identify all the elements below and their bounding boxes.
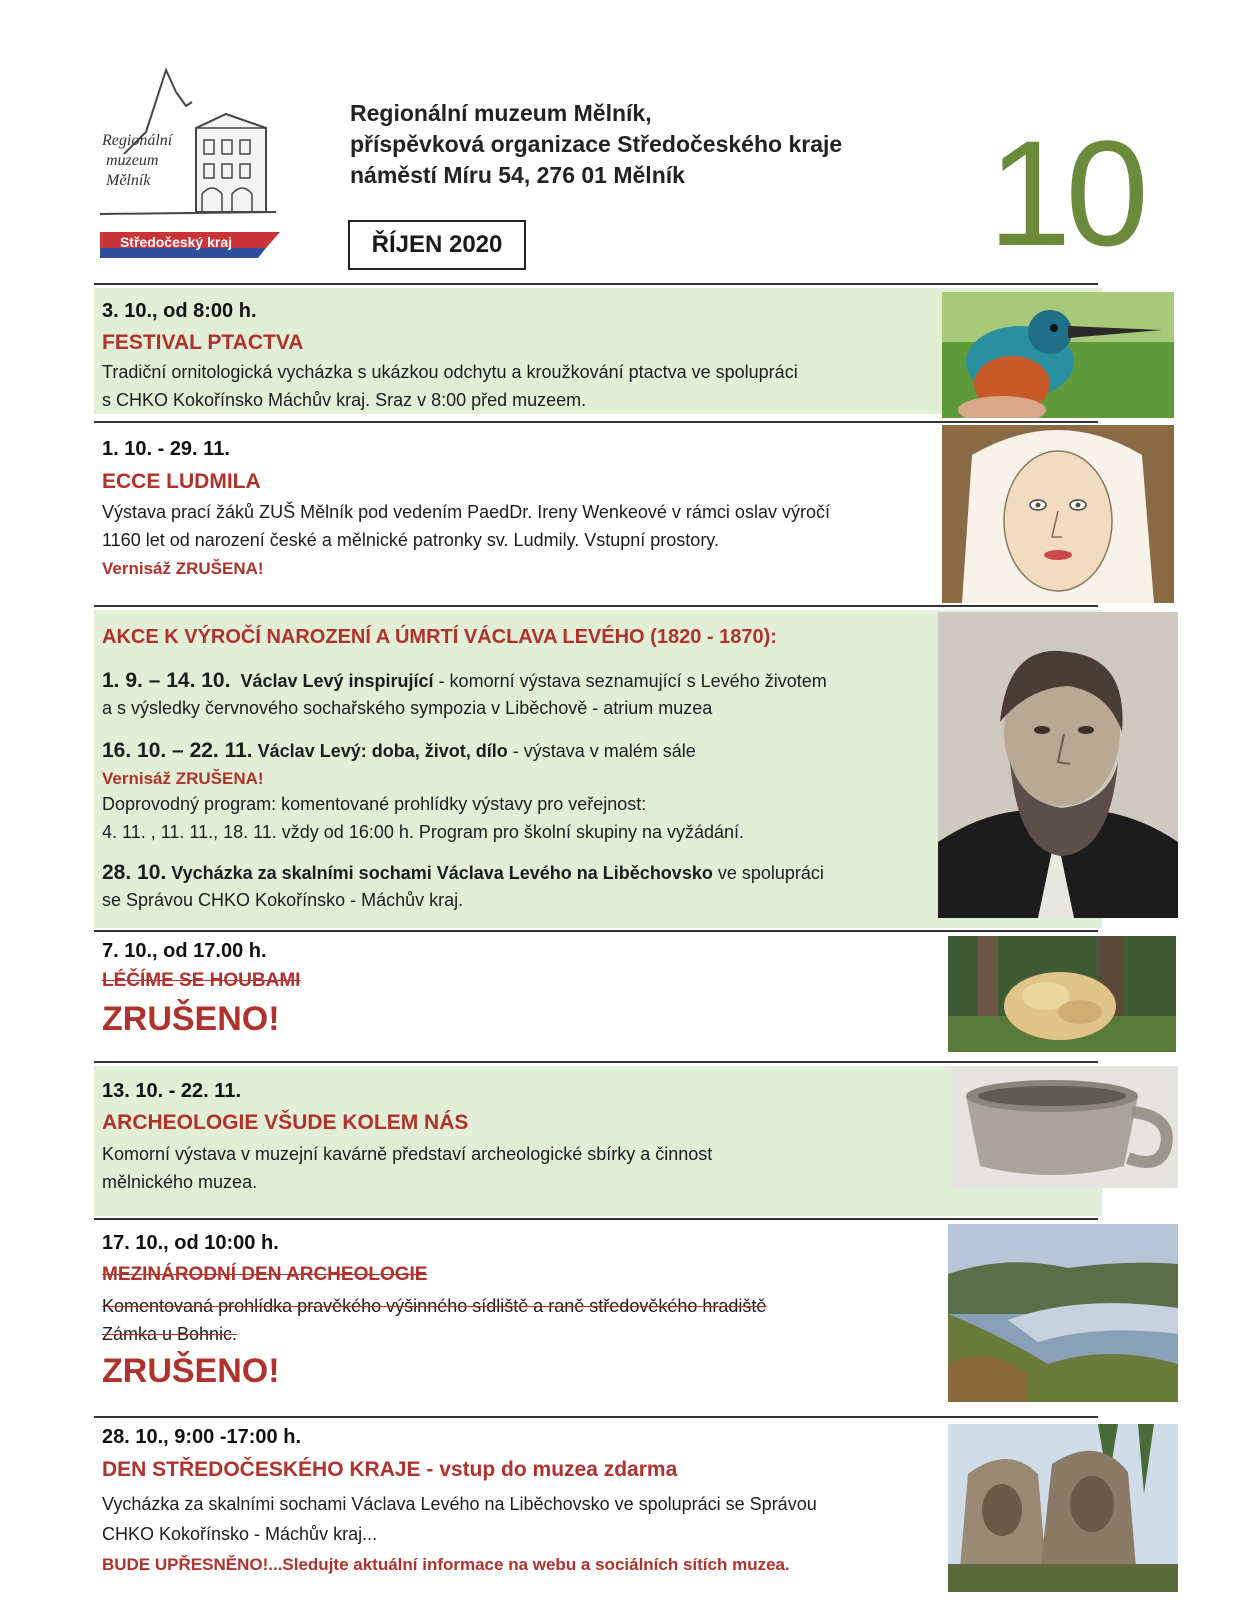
event-description-line2: mělnického muzea. — [102, 1172, 258, 1192]
divider — [94, 930, 1098, 932]
org-name: Regionální muzeum Mělník, — [350, 100, 652, 126]
event-date: 17. 10., od 10:00 h. — [102, 1232, 279, 1254]
levy-item3-line2: se Správou CHKO Kokořínsko - Máchův kraj. — [102, 890, 464, 910]
levy-item1-rest: - komorní výstava seznamující s Levého životem — [433, 671, 827, 691]
rock-sculpture-photo — [948, 1424, 1178, 1592]
event-title: FESTIVAL PTACTVA — [102, 331, 304, 354]
ceramic-cup-photo — [952, 1066, 1178, 1188]
event-date: 28. 10., 9:00 -17:00 h. — [102, 1426, 302, 1448]
kingfisher-photo — [942, 292, 1174, 418]
organization-address — [350, 98, 842, 191]
event-heading: AKCE K VÝROČÍ NAROZENÍ A ÚMRTÍ VÁCLAVA LEVÉHO (1820 - 1870): — [102, 626, 777, 648]
event-description-line2: CHKO Kokořínsko - Máchův kraj... — [102, 1524, 378, 1544]
event-description-line2: 1160 let od narození české a mělnické patronky sv. Ludmily. Vstupní prostory. — [102, 530, 719, 550]
event-date: 13. 10. - 22. 11. — [102, 1080, 241, 1102]
vaclav-levy-portrait — [938, 612, 1178, 918]
event-title-cancelled: MEZINÁRODNÍ DEN ARCHEOLOGIE — [102, 1264, 428, 1285]
region-label: Středočeský kraj — [119, 234, 233, 250]
levy-item2-date: 16. 10. – 22. 11. — [102, 739, 253, 762]
logo-text-line1: Regionální — [102, 132, 173, 149]
levy-item2-name: Václav Levý: doba, život, dílo — [257, 741, 508, 761]
levy-item1-date: 1. 9. – 14. 10. — [102, 669, 231, 692]
event-title: DEN STŘEDOČESKÉHO KRAJE - vstup do muzea zdarma — [102, 1458, 678, 1481]
month-label: ŘÍJEN 2020 — [348, 220, 526, 270]
event-description-line2: s CHKO Kokořínsko Máchův kraj. Sraz v 8:00 před muzeem. — [102, 390, 587, 410]
event-description-line1-cancelled: Komentovaná prohlídka pravěkého výšinného sídliště a raně středověkého hradiště — [102, 1296, 767, 1316]
event-date: 7. 10., od 17.00 h. — [102, 940, 267, 962]
divider — [94, 605, 1098, 607]
levy-item2-note: Vernisáž ZRUŠENA! — [102, 769, 264, 788]
levy-item2-line3: Doprovodný program: komentované prohlídky výstavy pro veřejnost: — [102, 794, 647, 814]
event-description-line1: Komorní výstava v muzejní kavárně představí archeologické sbírky a činnost — [102, 1144, 713, 1164]
levy-item3-name: Vycházka za skalními sochami Václava Levého na Liběchovsko — [171, 863, 713, 883]
logo-text-line2: muzeum — [106, 152, 159, 169]
event-description-line2-cancelled: Zámka u Bohnic. — [102, 1324, 238, 1344]
event-description-line1: Výstava prací žáků ZUŠ Mělník pod vedením PaedDr. Ireny Wenkeové v rámci oslav výročí — [102, 502, 830, 522]
logo-text-line3: Mělník — [106, 172, 151, 189]
ludmila-drawing — [942, 425, 1174, 603]
divider — [94, 283, 1098, 285]
event-description-line1: Tradiční ornitologická vycházka s ukázkou odchytu a kroužkování ptactva ve spolupráci — [102, 362, 798, 382]
event-title: ECCE LUDMILA — [102, 470, 261, 493]
event-archeologie — [94, 1066, 1102, 1216]
levy-item3 — [102, 858, 824, 888]
event-date: 3. 10., od 8:00 h. — [102, 300, 257, 322]
event-description-line1: Vycházka za skalními sochami Václava Levého na Liběchovsko ve spolupráci se Správou — [102, 1494, 817, 1514]
museum-logo — [96, 62, 282, 268]
levy-item2-line4: 4. 11. , 11. 11., 18. 11. vždy od 16:00 h. Program pro školní skupiny na vyžádání. — [102, 822, 745, 842]
levy-item2-rest: - výstava v malém sále — [507, 741, 696, 761]
event-title: ARCHEOLOGIE VŠUDE KOLEM NÁS — [102, 1111, 469, 1134]
river-valley-photo — [948, 1224, 1178, 1402]
event-note: BUDE UPŘESNĚNO!...Sledujte aktuální informace na webu a sociálních sítích muzea. — [102, 1555, 790, 1574]
levy-item3-rest: ve spolupráci — [712, 863, 824, 883]
cancelled-label: ZRUŠENO! — [102, 1000, 280, 1038]
divider — [94, 421, 1098, 423]
divider — [94, 1218, 1098, 1220]
divider — [94, 1061, 1098, 1063]
levy-item2 — [102, 736, 696, 766]
event-date: 1. 10. - 29. 11. — [102, 438, 230, 460]
org-street: náměstí Míru 54, 276 01 Mělník — [350, 162, 685, 188]
cancelled-label: ZRUŠENO! — [102, 1352, 280, 1390]
levy-item1 — [102, 666, 827, 696]
month-number: 10 — [988, 109, 1143, 277]
event-note: Vernisáž ZRUŠENA! — [102, 559, 264, 578]
event-title-cancelled: LÉČÍME SE HOUBAMI — [102, 970, 301, 991]
levy-item3-date: 28. 10. — [102, 861, 167, 884]
levy-item1-line2: a s výsledky červnového sochařského sympozia v Liběchově - atrium muzea — [102, 698, 713, 718]
levy-item1-name: Václav Levý inspirující — [240, 671, 434, 691]
org-type: příspěvková organizace Středočeského kraje — [350, 131, 843, 157]
mushroom-photo — [948, 936, 1176, 1052]
